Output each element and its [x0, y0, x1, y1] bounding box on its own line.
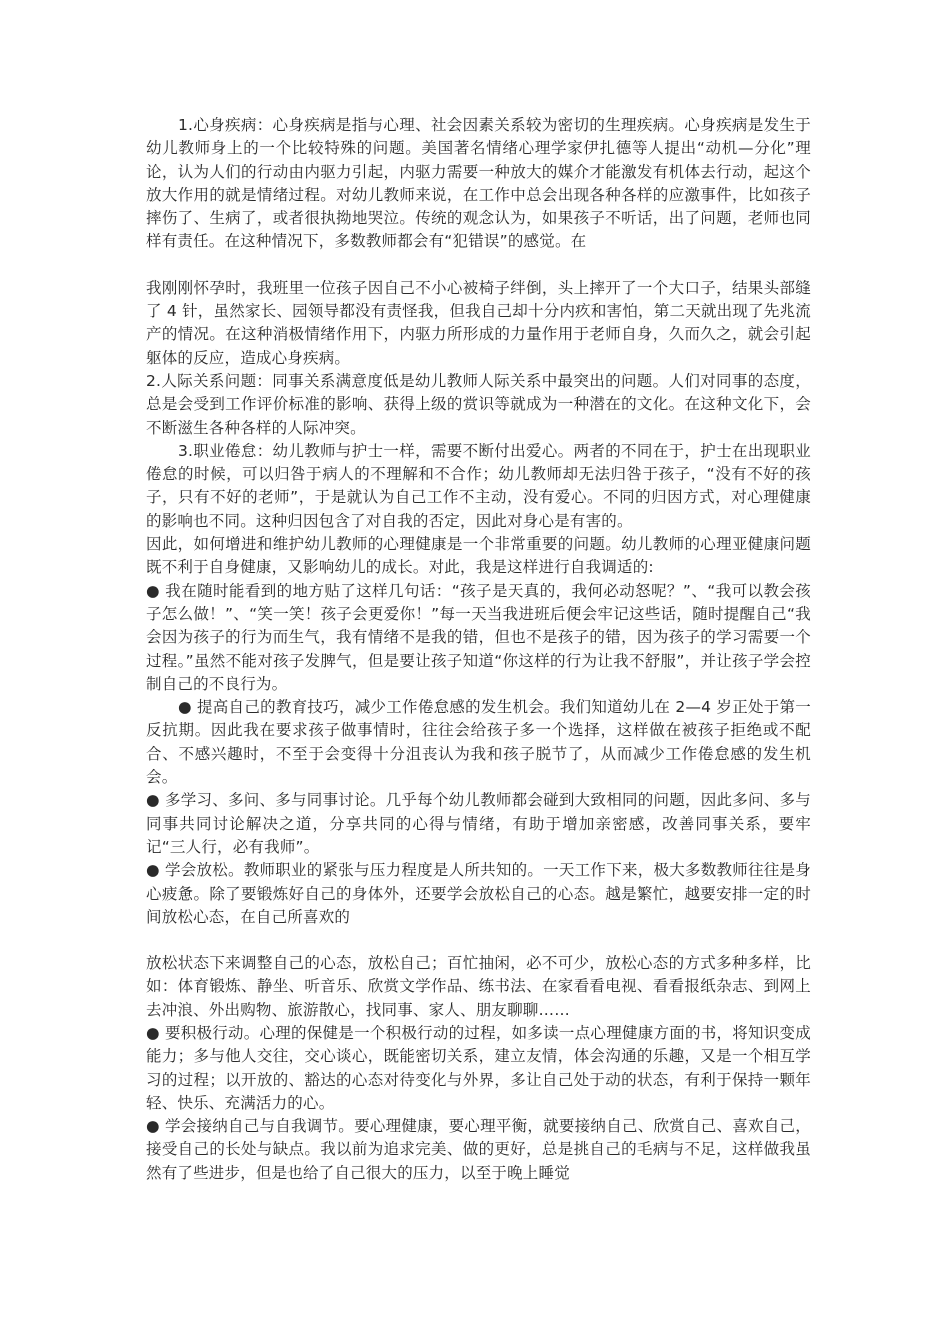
paragraph-psychosomatic: 1.心身疾病：心身疾病是指与心理、社会因素关系较为密切的生理疾病。心身疾病是发生于幼儿教师身上的一个比较特殊的问题。美国著名情绪心理学家伊扎德等人提出“动机—分化”理论，认为人们的行动由内驱力引起，内驱力需要一种放大的媒介才能激发有机体去行动，起这个放大作用的就是情绪过程。对幼儿教师来说，在工作中总会出现各种各样的应激事件，比如孩子摔伤了、生病了，或者很执拗地哭泣。传统的观念认为，如果孩子不听话，出了问题，老师也同样有责任。在这种情况下，多数教师都会有“犯错误”的感觉。在 [146, 116, 811, 251]
paragraph-pregnancy-story: 我刚刚怀孕时，我班里一位孩子因自己不小心被椅子绊倒，头上摔开了一个大口子，结果头部缝了 4 针，虽然家长、园领导都没有责怪我，但我自己却十分内疚和害怕，第二天就出现了先兆流产的情况。在这种消极情绪作用下，内驱力所形成的力量作用于老师自身，久而久之，就会引起躯体的反应，造成心身疾病。 [146, 278, 811, 367]
paragraph-interpersonal: 2.人际关系问题：同事关系满意度低是幼儿教师人际关系中最突出的问题。人们对同事的态度，总是会受到工作评价标准的影响、获得上级的赏识等就成为一种潜在的文化。在这种文化下，会不断滋生各种各样的人际冲突。 [146, 371, 811, 437]
paragraph-gap [146, 929, 811, 952]
paragraph-gap [146, 254, 811, 277]
bullet-learn-ask: ● 多学习、多问、多与同事讨论。几乎每个幼儿教师都会碰到大致相同的问题，因此多问、多与同事共同讨论解决之道，分享共同的心得与情绪，有助于增加亲密感，改善同事关系，要牢记“三人行，必有我师”。 [146, 791, 811, 856]
paragraph-therefore: 因此，如何增进和维护幼儿教师的心理健康是一个非常重要的问题。幼儿教师的心理亚健康问题既不利于自身健康，又影响幼儿的成长。对此，我是这样进行自我调适的: [146, 535, 811, 577]
paragraph-relax-continued: 放松状态下来调整自己的心态，放松自己；百忙抽闲，必不可少，放松心态的方式多种多样，比如：体育锻炼、静坐、听音乐、欣赏文学作品、练书法、在家看看电视、看看报纸杂志、到网上去冲浪、外出购物、旅游散心，找同事、家人、朋友聊聊…… [146, 954, 811, 1019]
bullet-relax: ● 学会放松。教师职业的紧张与压力程度是人所共知的。一天工作下来，极大多数教师往往是身心疲惫。除了要锻炼好自己的身体外，还要学会放松自己的心态。越是繁忙，越要安排一定的时间放松心态，在自己所喜欢的 [146, 861, 811, 926]
paragraph-burnout: 3.职业倦怠：幼儿教师与护士一样，需要不断付出爱心。两者的不同在于，护士在出现职业倦怠的时候，可以归咎于病人的不理解和不合作；幼儿教师却无法归咎于孩子，“没有不好的孩子，只有不好的老师”，于是就认为自己工作不主动，没有爱心。不同的归因方式，对心理健康的影响也不同。这种归因包含了对自我的否定，因此对身心是有害的。 [146, 441, 811, 530]
bullet-accept-self: ● 学会接纳自己与自我调节。要心理健康，要心理平衡，就要接纳自己、欣赏自己、喜欢自己，接受自己的长处与缺点。我以前为追求完美、做的更好，总是挑自己的毛病与不足，这样做我虽然有了些进步，但是也给了自己很大的压力，以至于晚上睡觉 [146, 1117, 811, 1182]
bullet-act-actively: ● 要积极行动。心理的保健是一个积极行动的过程，如多读一点心理健康方面的书，将知识变成能力；多与他人交往，交心谈心，既能密切关系，建立友情，体会沟通的乐趣，又是一个相互学习的过程；以开放的、豁达的心态对待变化与外界，多让自己处于动的状态，有利于保持一颗年轻、快乐、充满活力的心。 [146, 1023, 811, 1112]
document-body [146, 114, 811, 1185]
bullet-reminders: ● 我在随时能看到的地方贴了这样几句话：“孩子是天真的，我何必动怒呢？”、“我可以教会孩子怎么做！”、“笑一笑！孩子会更爱你！”每一天当我进班后便会牢记这些话，随时提醒自己“我会因为孩子的行为而生气，我有情绪不是我的错，但也不是孩子的错，因为孩子的学习需要一个过程。”虽然不能对孩子发脾气，但是要让孩子知道“你这样的行为让我不舒服”，并让孩子学会控制自己的不良行为。 [146, 581, 811, 693]
bullet-teaching-skills: ● 提高自己的教育技巧，减少工作倦怠感的发生机会。我们知道幼儿在 2—4 岁正处于第一反抗期。因此我在要求孩子做事情时，往往会给孩子多一个选择，这样做在被孩子拒绝或不配合、不感兴趣时，不至于会变得十分沮丧认为我和孩子脱节了，从而减少工作倦怠感的发生机会。 [146, 698, 811, 787]
